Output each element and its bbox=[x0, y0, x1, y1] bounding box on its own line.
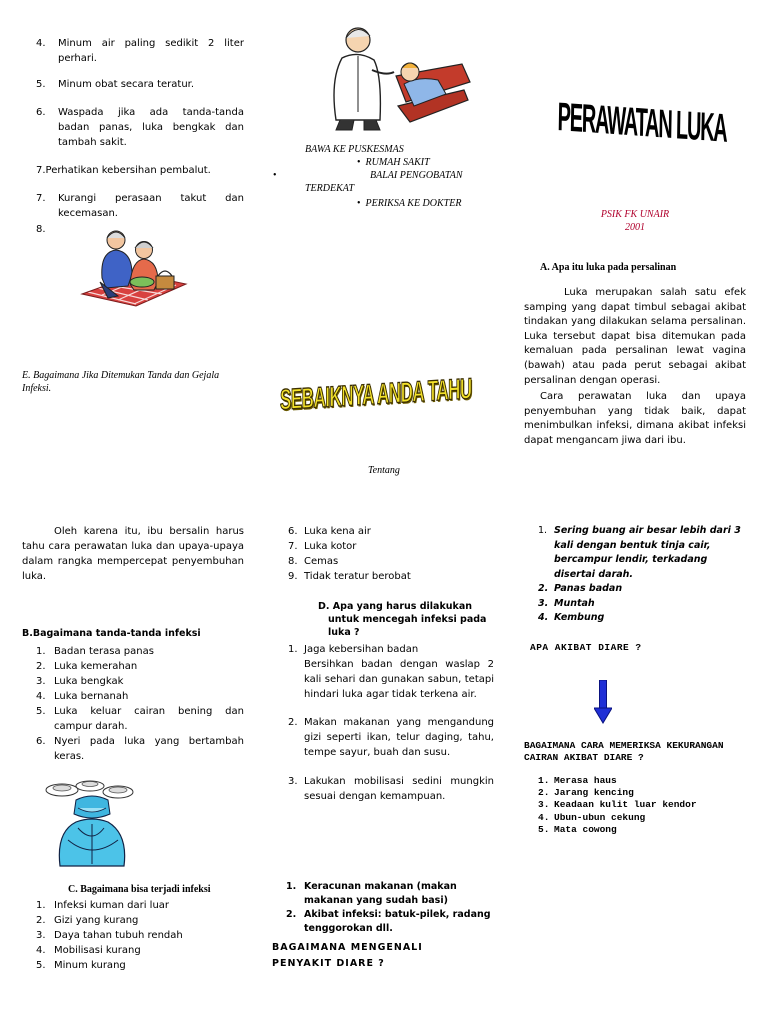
refer-bullet bbox=[273, 169, 485, 182]
list-text: Jarang kencing bbox=[554, 787, 634, 799]
banner-wordart bbox=[280, 372, 472, 420]
list-number: 3. bbox=[36, 676, 46, 687]
periksa-heading: BAGAIMANA CARA MEMERIKSA KEKURANGAN CAIRAN AKIBAT DIARE ? bbox=[524, 740, 724, 763]
bullet-icon: • bbox=[357, 198, 366, 209]
list-number: 4. bbox=[36, 38, 46, 49]
list-item bbox=[22, 659, 244, 674]
refer-list bbox=[273, 143, 485, 210]
list-number: 4. bbox=[538, 612, 549, 623]
list-item bbox=[272, 539, 494, 554]
list-text: Muntah bbox=[554, 597, 595, 609]
list-text: Gizi yang kurang bbox=[54, 915, 139, 926]
section-a-heading: A. Apa itu luka pada persalinan bbox=[540, 262, 677, 273]
list-text: Sering buang air besar lebih dari 3 kali dengan bentuk tinja cair, bercampur lendir, terkadang disertai darah. bbox=[554, 525, 741, 580]
list-number: 5. bbox=[36, 706, 46, 717]
list-item bbox=[524, 775, 756, 787]
list-number: 5. bbox=[36, 960, 46, 971]
list-text: Badan terasa panas bbox=[54, 646, 154, 657]
doctor-patient-illustration bbox=[322, 20, 474, 132]
list-number: 3. bbox=[538, 597, 549, 609]
list-item bbox=[524, 787, 756, 799]
refer-bullet bbox=[305, 156, 485, 169]
nurse-illustration bbox=[38, 776, 148, 868]
list-number: 4. bbox=[36, 691, 46, 702]
section-c-list bbox=[22, 898, 244, 973]
list-item bbox=[524, 582, 746, 597]
list-text: Tidak teratur berobat bbox=[304, 571, 411, 582]
intro-paragraph: Oleh karena itu, ibu bersalin harus tahu cara perawatan luka dan upaya-upaya dalam rangka mempercepat penyembuhan luka. bbox=[22, 526, 244, 582]
list-number: 6. bbox=[288, 526, 298, 537]
section-b-list bbox=[22, 644, 244, 764]
list-item bbox=[22, 734, 244, 764]
refer-line: TERDEKAT bbox=[305, 183, 355, 194]
banner-text: SEBAIKNYA ANDA TAHU bbox=[280, 372, 472, 417]
list-text: Akibat infeksi: batuk-pilek, radang tenggorokan dll. bbox=[304, 909, 491, 934]
list-number: 2. bbox=[288, 717, 298, 728]
list-number: 8. bbox=[288, 556, 298, 567]
list-text: Luka kotor bbox=[304, 541, 357, 552]
refer-bullet-text: RUMAH SAKIT bbox=[365, 157, 430, 168]
periksa-list bbox=[524, 775, 756, 836]
list-number: 1. bbox=[288, 644, 298, 655]
list-item bbox=[524, 611, 746, 626]
list-item bbox=[36, 36, 244, 66]
list-text: Jaga kebersihan badan bbox=[304, 644, 419, 655]
list-number: 5. bbox=[538, 823, 550, 835]
akibat-heading: APA AKIBAT DIARE ? bbox=[530, 642, 642, 653]
list-number: 3. bbox=[36, 930, 46, 941]
list-number: 4. bbox=[36, 945, 46, 956]
list-number: 2. bbox=[36, 661, 46, 672]
list-item bbox=[524, 524, 746, 582]
list-number: 1. bbox=[36, 646, 46, 657]
refer-bullet-text: PERIKSA KE DOKTER bbox=[365, 198, 462, 209]
list-number: 2. bbox=[538, 583, 549, 594]
list-text: Kurangi perasaan takut dan kecemasan. bbox=[58, 193, 244, 219]
tentang-label: Tentang bbox=[368, 465, 400, 476]
organization-block bbox=[560, 208, 710, 234]
section-c-list-continued bbox=[272, 524, 494, 584]
list-item bbox=[272, 908, 494, 936]
section-e-heading: E. Bagaimana Jika Ditemukan Tanda dan Gejala Infeksi. bbox=[22, 370, 220, 394]
list-item bbox=[272, 524, 494, 539]
list-item bbox=[524, 812, 756, 824]
col1-top-list bbox=[22, 36, 244, 235]
list-number: 5. bbox=[36, 79, 46, 90]
list-text: Infeksi kuman dari luar bbox=[54, 900, 170, 911]
list-text: Minum obat secara teratur. bbox=[58, 79, 195, 90]
arrow-down-icon bbox=[594, 680, 612, 724]
main-title-text: PERAWATAN LUKA bbox=[557, 96, 728, 152]
list-item bbox=[36, 163, 244, 178]
list-text: Minum kurang bbox=[54, 960, 126, 971]
bullet-icon: • bbox=[273, 170, 277, 181]
list-item bbox=[22, 958, 244, 973]
list-item bbox=[272, 569, 494, 584]
list-item bbox=[272, 774, 494, 804]
section-a-paragraph-1: Luka merupakan salah satu efek samping yang dapat timbul sebagai akibat tindakan yang dilakukan selama persalinan. Luka tersebut dapat bisa ditemukan pada kemaluan pada persalinan lewat vagina (bawah) atau pada perut sebagai akibat persalinan dengan operasi. bbox=[524, 287, 746, 386]
list-number: 1. bbox=[538, 525, 548, 536]
section-d-heading: D. Apa yang harus dilakukan untuk mencegah infeksi pada luka ? bbox=[318, 601, 487, 638]
list-text: Luka kena air bbox=[304, 526, 371, 537]
list-number: 2. bbox=[538, 787, 550, 799]
list-item bbox=[22, 943, 244, 958]
list-text: Perhatikan kebersihan pembalut. bbox=[45, 165, 211, 176]
list-item bbox=[22, 689, 244, 704]
list-number: 6. bbox=[36, 107, 46, 118]
list-number: 7. bbox=[288, 541, 298, 552]
list-item bbox=[36, 77, 244, 92]
list-text: Panas badan bbox=[554, 583, 623, 594]
list-text: Minum air paling sedikit 2 liter perhari. bbox=[58, 38, 244, 64]
list-number: 6. bbox=[36, 736, 46, 747]
refer-line: BAWA KE PUSKESMAS bbox=[305, 144, 404, 155]
list-text: Mata cowong bbox=[554, 823, 617, 835]
list-number: 9. bbox=[288, 571, 298, 582]
list-number: 8. bbox=[36, 224, 46, 235]
list-number: 1. bbox=[286, 881, 297, 892]
list-item bbox=[36, 191, 244, 221]
list-item bbox=[36, 105, 244, 150]
list-item bbox=[22, 674, 244, 689]
list-item bbox=[524, 799, 756, 811]
list-text: Luka keluar cairan bening dan campur darah. bbox=[54, 706, 244, 732]
list-item bbox=[22, 898, 244, 913]
list-item bbox=[272, 880, 494, 908]
diare-causes-list bbox=[272, 880, 494, 936]
diare-heading: BAGAIMANA MENGENALI PENYAKIT DIARE ? bbox=[272, 942, 423, 969]
list-subtext: Bersihkan badan dengan waslap 2 kali sehari dan gunakan sabun, tetapi hindari luka agar tidak terkena air. bbox=[304, 659, 494, 700]
list-number: 7. bbox=[36, 193, 46, 204]
list-number: 2. bbox=[286, 909, 297, 920]
list-item bbox=[22, 644, 244, 659]
list-item bbox=[22, 928, 244, 943]
list-number: 7. bbox=[36, 165, 46, 176]
list-text: Lakukan mobilisasi sedini mungkin sesuai dengan kemampuan. bbox=[304, 776, 494, 802]
list-text: Keracunan makanan (makan makanan yang sudah basi) bbox=[304, 881, 457, 906]
bullet-icon: • bbox=[357, 157, 366, 168]
list-text: Mobilisasi kurang bbox=[54, 945, 141, 956]
list-number: 2. bbox=[36, 915, 46, 926]
section-a-paragraph-2: Cara perawatan luka dan upaya penyembuhan yang tidak baik, dapat menimbulkan infeksi, dimana akibat infeksi dapat mengancam jiwa dari ibu. bbox=[524, 391, 746, 446]
list-text: Luka bernanah bbox=[54, 691, 129, 702]
list-text: Ubun-ubun cekung bbox=[554, 811, 646, 823]
list-text: Daya tahan tubuh rendah bbox=[54, 930, 183, 941]
elderly-couple-picnic-illustration bbox=[78, 226, 190, 308]
list-number: 4. bbox=[538, 811, 550, 823]
list-number: 3. bbox=[288, 776, 298, 787]
list-item bbox=[22, 704, 244, 734]
organization-year: 2001 bbox=[625, 222, 645, 233]
refer-bullet-text: BALAI PENGOBATAN bbox=[370, 170, 463, 181]
refer-bullet bbox=[305, 197, 485, 210]
list-item bbox=[22, 913, 244, 928]
section-d-list bbox=[272, 642, 494, 804]
main-title bbox=[557, 96, 728, 152]
list-text: Nyeri pada luka yang bertambah keras. bbox=[54, 736, 244, 762]
list-text: Waspada jika ada tanda-tanda badan panas, luka bengkak dan tambah sakit. bbox=[58, 107, 244, 148]
list-item bbox=[524, 824, 756, 836]
list-text: Cemas bbox=[304, 556, 339, 567]
list-item bbox=[272, 642, 494, 702]
list-item bbox=[272, 554, 494, 569]
section-c-heading: C. Bagaimana bisa terjadi infeksi bbox=[68, 884, 211, 895]
diare-symptoms-list bbox=[524, 524, 746, 626]
list-text: Merasa haus bbox=[554, 775, 617, 786]
list-text: Luka bengkak bbox=[54, 676, 124, 687]
list-number: 1. bbox=[36, 900, 46, 911]
list-number: 3. bbox=[538, 799, 550, 811]
organization-name: PSIK FK UNAIR bbox=[600, 209, 670, 220]
list-text: Luka kemerahan bbox=[54, 661, 138, 672]
section-b-heading: B.Bagaimana tanda-tanda infeksi bbox=[22, 628, 201, 639]
list-text: Kembung bbox=[554, 612, 605, 623]
list-item bbox=[524, 597, 746, 612]
list-text: Makan makanan yang mengandung gizi seperti ikan, telur daging, tahu, tempe sayur, buah dan susu. bbox=[304, 717, 494, 758]
list-text: Keadaan kulit luar kendor bbox=[554, 799, 697, 811]
list-number: 1. bbox=[538, 775, 550, 786]
list-item bbox=[272, 715, 494, 760]
